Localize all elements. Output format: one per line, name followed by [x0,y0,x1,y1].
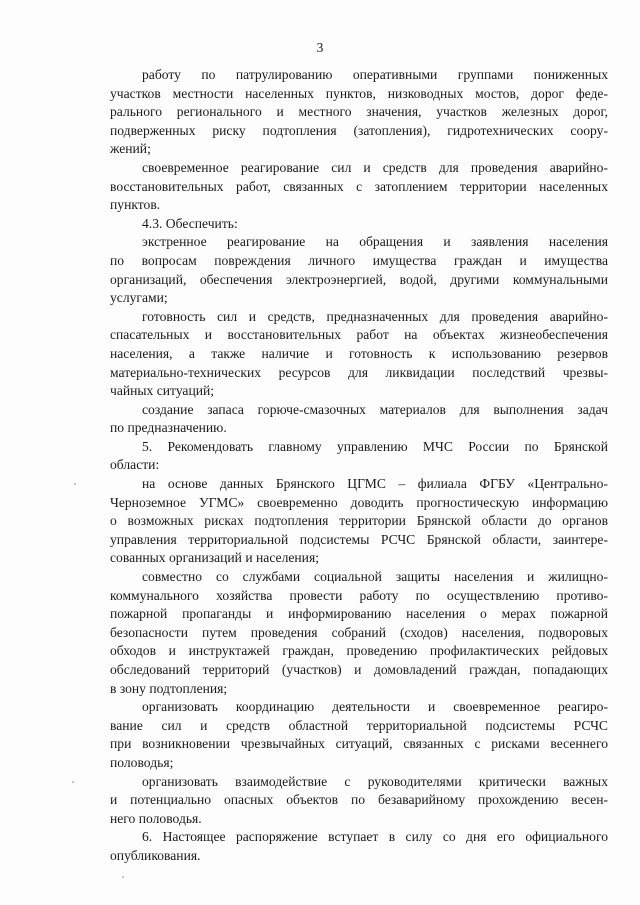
text-line: и потенциально опасных объектов по безаварийному прохождению весен- [110,792,608,808]
text-line: спасательных и восстановительных работ на объектах жизнеобеспечения [110,327,608,343]
text-line: подверженных риску подтопления (затопления), гидротехнических соору- [110,122,608,138]
text-line: населения, а также наличие и готовность к использованию резервов [110,345,608,361]
text-line: совместно со службами социальной защиты населения и жилищно- [142,569,608,585]
text-line: готовность сил и средств, предназначенных для проведения аварийно- [142,308,608,324]
text-line: сованных организаций и населения; [110,550,319,566]
text-line: обходов и инструктажей граждан, проведению профилактических рейдовых [110,643,608,659]
text-line: организаций, обеспечения электроэнергией, водой, другими коммунальными [110,271,608,287]
text-line: работу по патрулированию оперативными группами пониженных [142,67,608,82]
text-line: своевременное реагирование сил и средств для проведения аварийно- [142,159,608,175]
text-line: опубликования. [110,847,201,863]
text-line: участков местности населенных пунктов, низководных мостов, дорог феде- [110,85,608,101]
text-line: 6. Настоящее распоряжение вступает в силу со дня его официального [142,829,608,845]
page-number: 3 [316,40,324,55]
text-line: обследований территорий (участков) и домовладений граждан, попадающих [110,662,608,677]
scan-speck [122,876,124,878]
text-line: по вопросам повреждения личного имущества граждан и имущества [110,252,608,268]
text-line: на основе данных Брянского ЦГМС – филиала ФГБУ «Центрально- [142,476,608,492]
text-line: 4.3. Обеспечить: [142,215,238,231]
text-line: вание сил и средств областной территориальной подсистемы РСЧС [110,717,608,733]
text-line: него половодья. [110,810,202,826]
text-line: организовать координацию деятельности и своевременное реагиро- [142,699,608,715]
text-line: безопасности путем проведения собраний (сходов) населения, подворовых [110,624,608,640]
text-line: восстановительных работ, связанных с затоплением территории населенных [110,178,608,194]
text-line: материально-технических ресурсов для ликвидации последствий чрезвы- [110,364,608,380]
text-line: чайных ситуаций; [110,383,215,399]
scan-speck [74,483,76,485]
scan-speck [72,781,74,783]
document-body [110,66,608,866]
text-line: 5. Рекомендовать главному управлению МЧС России по Брянской [142,438,608,454]
text-line: половодья; [110,754,174,770]
text-line: управления территориальной подсистемы РСЧС Брянской области, заинтере- [110,531,608,547]
text-line: рального регионального и местного значения, участков железных дорог, [110,104,608,120]
text-line: Черноземное УГМС» своевременно доводить прогностическую информацию [110,494,608,510]
text-line: по предназначению. [110,420,227,436]
text-line: жений; [110,141,151,157]
text-line: услугами; [110,290,168,306]
text-line: коммунального хозяйства провести работу по осуществлению противо- [110,587,608,603]
text-line: пожарной пропаганды и информированию населения о мерах пожарной [110,606,608,622]
text-line: в зону подтопления; [110,680,228,696]
text-line: организовать взаимодействие с руководителями критически важных [142,773,608,789]
text-line: при возникновении чрезвычайных ситуаций, связанных с рисками весеннего [110,736,608,752]
text-line: области: [110,457,160,473]
text-line: экстренное реагирование на обращения и заявления населения [142,234,608,250]
text-line: о возможных рисках подтопления территории Брянской области до органов [110,513,608,529]
text-line: создание запаса горюче-смазочных материалов для выполнения задач [142,401,608,417]
text-line: пунктов. [110,197,161,213]
